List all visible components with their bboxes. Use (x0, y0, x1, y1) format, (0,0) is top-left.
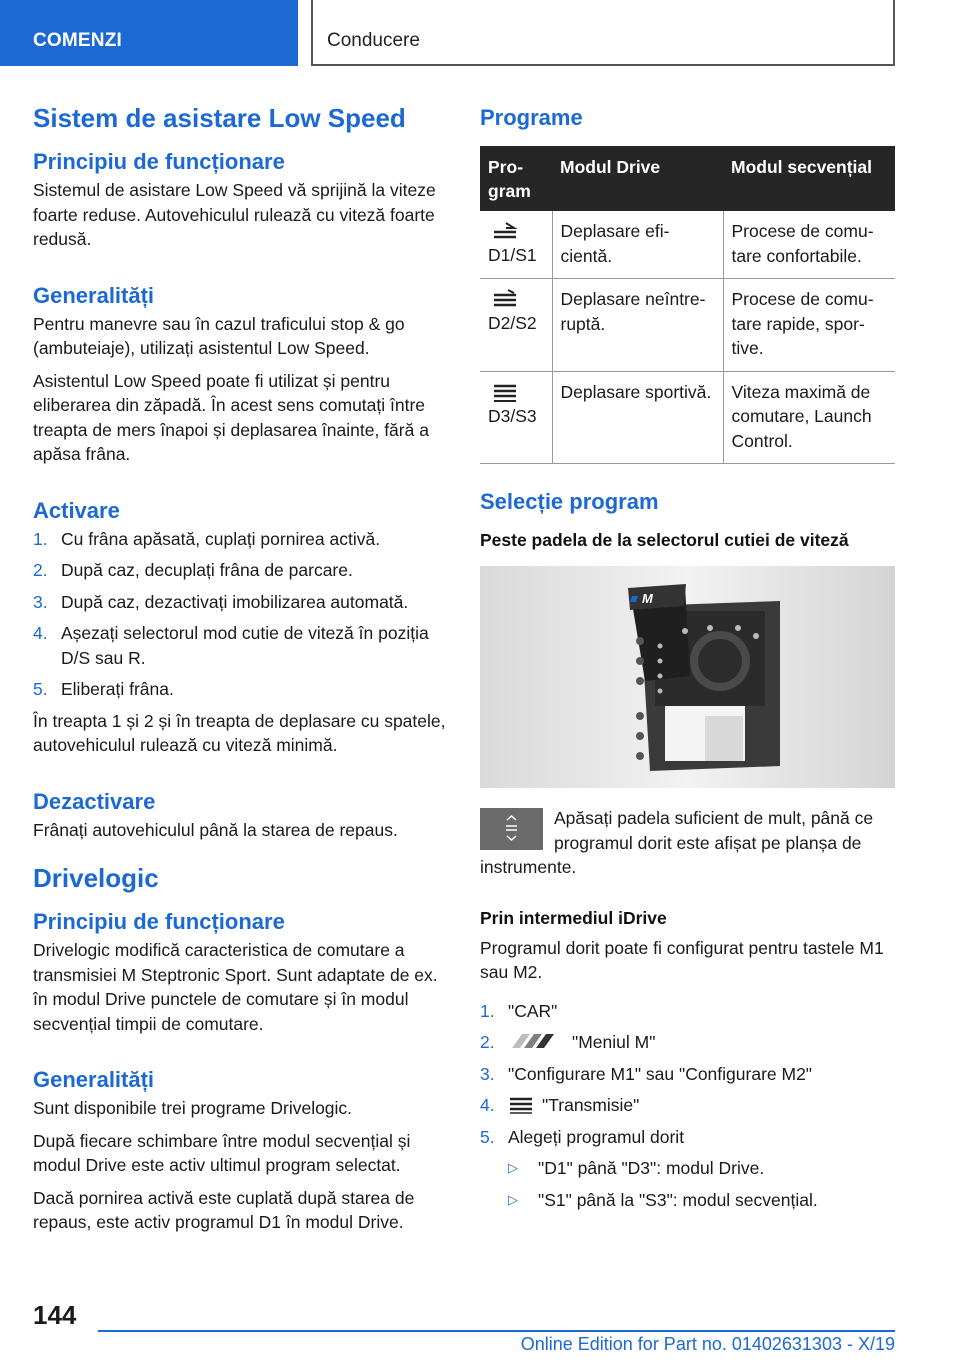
drive-cell: Deplasare sportivă. (552, 371, 723, 464)
table-row (480, 371, 895, 464)
col-header-drive: Modul Drive (552, 146, 723, 211)
drivelogic-principle-text: Drivelogic modifică caracteristica de comutare a transmisiei M Steptronic Sport. Sunt adaptate de ex. în modul Drive punctele de comutare și în modul secvențial timpii de comutare. (33, 940, 438, 1034)
right-column (480, 100, 895, 1219)
heading-program-selection: Selecție program (480, 489, 659, 514)
program-cell (480, 211, 552, 279)
list-item: 3. După caz, dezactivați imobilizarea automată. (33, 591, 409, 612)
list-item: 1. Cu frâna apăsată, cuplați pornirea activă. (33, 528, 381, 549)
subheading-idrive: Prin intermediul iDrive (480, 907, 667, 928)
program-cell (480, 371, 552, 464)
general-text-1: Pentru manevre sau în cazul traficului stop & go (ambuteiaje), utilizați asistentul Low Speed. (33, 313, 405, 358)
m-logo: M (642, 591, 653, 606)
page-number: 144 (33, 1300, 77, 1330)
heading-deactivation: Dezactivare (33, 788, 156, 814)
edition-text: Online Edition for Part no. 01402631303 - X/19 (520, 1334, 895, 1354)
list-item: 1. "CAR" (480, 1000, 558, 1021)
paddle-note-text: Apăsați padela suficient de mult, până ce programul dorit este afișat pe planșa de instrumente. (480, 808, 874, 877)
gear-selector-illustration (480, 566, 895, 788)
list-item: ▷ "S1" până la "S3": modul secvențial. (508, 1189, 818, 1210)
list-item: ▷ "D1" până "D3": modul Drive. (508, 1158, 765, 1178)
heading-principle-2: Principiu de funcționare (33, 909, 285, 934)
page-title-low-speed: Sistem de asistare Low Speed (33, 103, 406, 133)
activation-text: În treapta 1 și 2 și în treapta de deplasare cu spatele, autovehiculul rulează cu viteză minimă. (33, 710, 446, 755)
drivelogic-3-icon (492, 382, 518, 402)
heading-principle: Principiu de funcționare (33, 149, 285, 174)
page-header (0, 0, 960, 66)
table-row (480, 279, 895, 372)
idrive-steps (480, 999, 895, 1213)
paddle-note (480, 806, 895, 880)
col-header-sequential: Modul secvențial (723, 146, 895, 211)
drive-cell: Deplasare neîntreruptă. (552, 279, 723, 372)
heading-general-2: Generalități (33, 1067, 155, 1092)
idrive-text: Programul dorit poate fi configurat pentru tastele M1 sau M2. (480, 937, 884, 982)
drivelogic-general-1: Sunt disponibile trei programe Drivelogic. (33, 1098, 353, 1118)
page-title-drivelogic: Drivelogic (33, 863, 159, 893)
principle-text: Sistemul de asistare Low Speed vă sprijină la viteze foarte reduse. Autovehiculul rulează cu viteză foarte redusă. (33, 180, 436, 249)
list-item: 4. "Transmisie" (480, 1095, 640, 1115)
drivelogic-1-icon (492, 221, 518, 241)
list-item: 3. "Configurare M1" sau "Configurare M2" (480, 1063, 813, 1084)
program-code: D2/S2 (488, 313, 537, 333)
paddle-icon (480, 808, 543, 850)
seq-cell: Procese de comutare confortabile. (723, 211, 895, 279)
list-item: 2. "Meniul M" (480, 1032, 656, 1052)
drive-cell: Deplasare eficientă. (552, 211, 723, 279)
general-text-2: Asistentul Low Speed poate fi utilizat și pentru eliberarea din zăpadă. În acest sens comutați între treapta de mers înapoi și deplasarea înainte, fără a apăsa frâna. (33, 370, 429, 464)
list-item: 2. După caz, decuplați frâna de parcare. (33, 560, 353, 580)
drivelogic-2-icon (492, 289, 518, 309)
seq-cell: Viteza maximă de comutare, Launch Control. (723, 371, 895, 464)
drivelogic-general-3: Dacă pornirea activă este cuplată după starea de repaus, este activ programul D1 în modul Drive. (33, 1187, 415, 1232)
heading-general: Generalități (33, 282, 155, 308)
activation-steps (33, 527, 449, 702)
subheading-paddle: Peste padela de la selectorul cutiei de viteză (480, 530, 849, 550)
transmission-icon (508, 1094, 534, 1114)
col-header-program: Program (480, 146, 552, 211)
heading-activation: Activare (33, 497, 120, 523)
deactivation-text: Frânați autovehiculul până la starea de repaus. (33, 819, 398, 840)
left-column (33, 100, 449, 1243)
programs-table (480, 146, 895, 464)
drivelogic-general-2: După fiecare schimbare între modul secvențial și modul Drive este activ ultimul program selectat. (33, 1130, 411, 1175)
seq-cell: Procese de comutare rapide, sportive. (723, 279, 895, 372)
table-row (480, 211, 895, 279)
program-code: D1/S1 (488, 245, 537, 265)
list-item: 5. Eliberați frâna. (33, 679, 174, 699)
program-code: D3/S3 (488, 405, 537, 426)
program-cell (480, 279, 552, 372)
paddle-arrows-icon (480, 808, 543, 850)
list-item: 5. Alegeți programul dorit ▷ "D1" până "D3": modul Drive. ▷ "S1" până la "S3": modul secvențial. (480, 1125, 895, 1213)
heading-programs: Programe (480, 105, 583, 130)
section-title: Conducere (311, 0, 895, 66)
program-options (508, 1156, 895, 1212)
m-menu-icon (508, 1032, 564, 1050)
footer-divider (98, 1330, 895, 1332)
table-header-row (480, 146, 895, 211)
list-item: 4. Așezați selectorul mod cutie de viteză în poziția D/S sau R. (33, 623, 429, 668)
gear-selector-photo (480, 566, 895, 788)
chapter-tab[interactable]: COMENZI (0, 0, 298, 66)
